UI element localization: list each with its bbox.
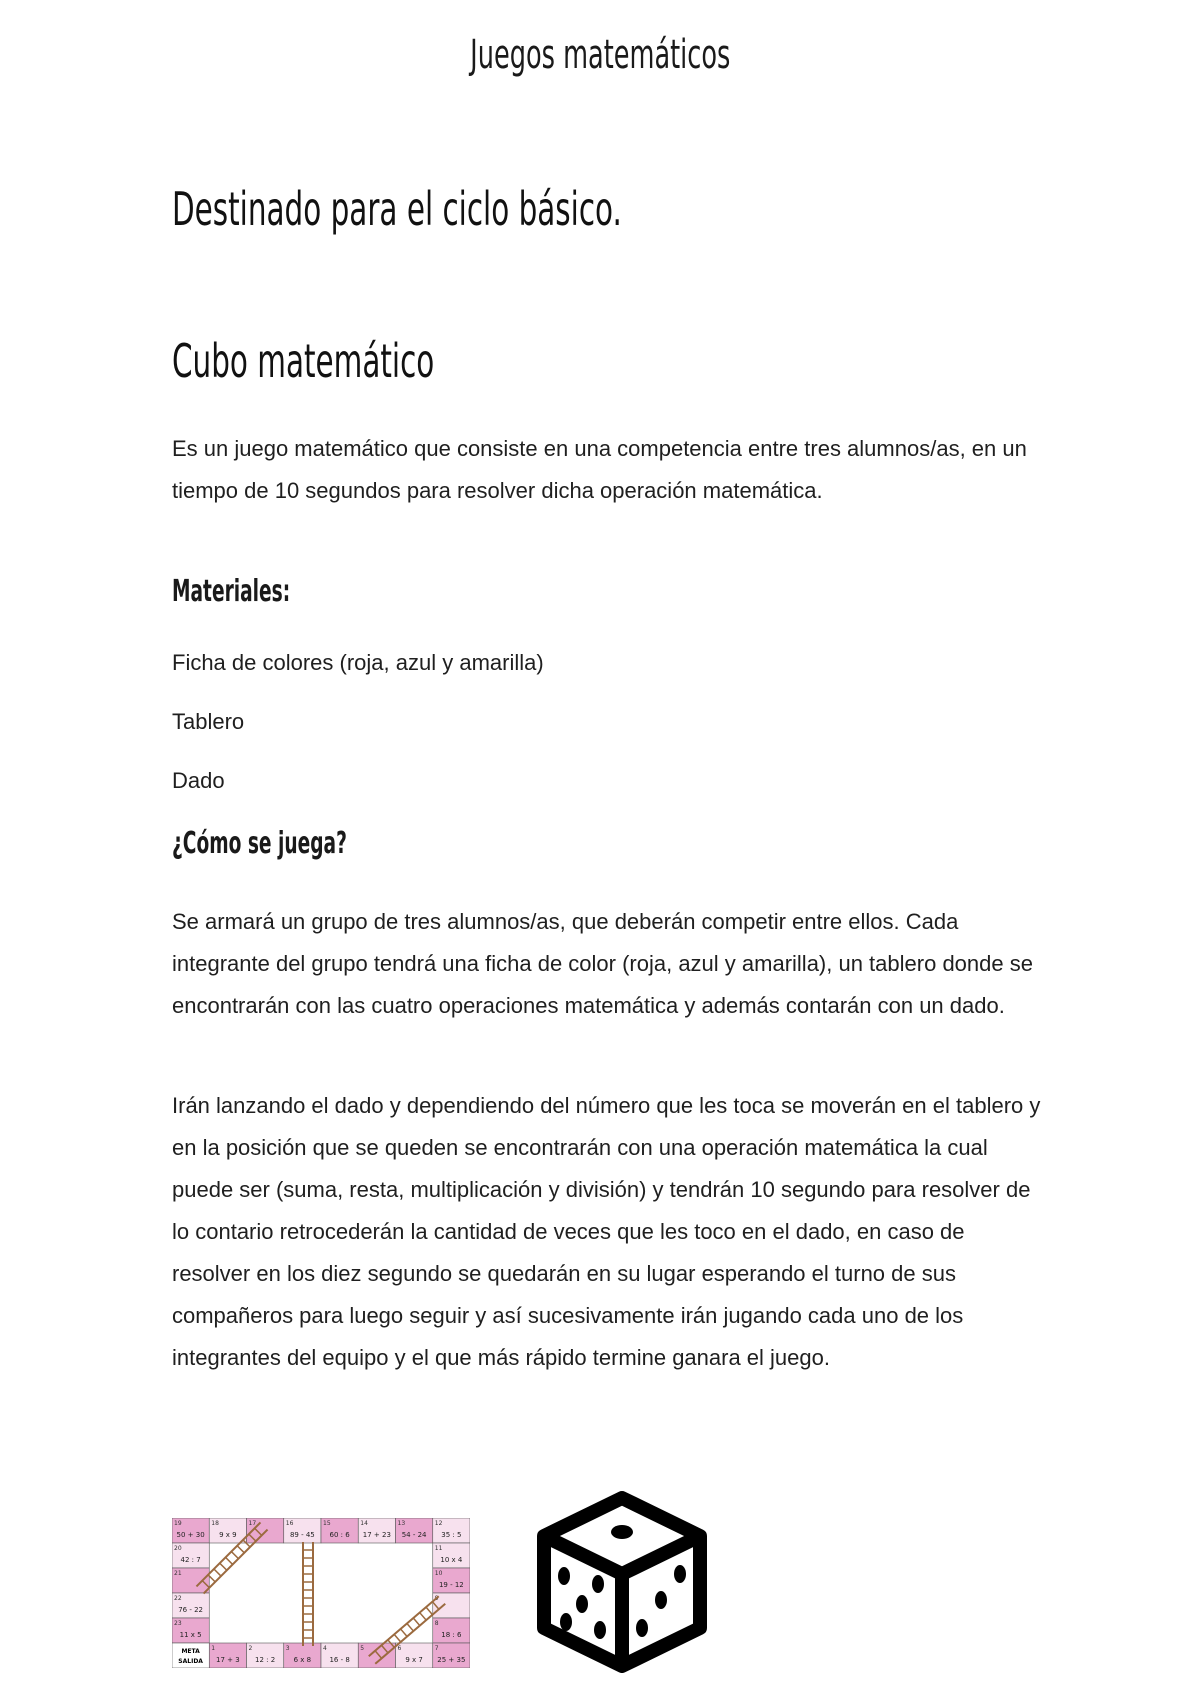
- dice-pip: [611, 1525, 633, 1539]
- board-cell-number: 17: [248, 1520, 257, 1527]
- board-salida-label: SALIDA: [178, 1658, 203, 1665]
- board-cell-number: 19: [174, 1520, 182, 1527]
- board-cell-number: 5: [360, 1645, 365, 1652]
- dice-pip: [576, 1595, 588, 1613]
- subtitle: Destinado para el ciclo básico.: [172, 182, 622, 236]
- board-cell-number: 3: [285, 1645, 290, 1652]
- board-cell-number: 1: [211, 1645, 216, 1652]
- board-cell-number: 11: [434, 1545, 443, 1552]
- board-cell-operation: 17 + 3: [216, 1656, 240, 1664]
- board-cell-operation: 54 - 24: [401, 1531, 427, 1539]
- board-cell-operation: 9 x 7: [405, 1656, 423, 1664]
- material-item: Tablero: [172, 709, 245, 734]
- material-item: Ficha de colores (roja, azul y amarilla): [172, 650, 544, 675]
- board-cell-number: 18: [211, 1520, 219, 1527]
- dice-pip: [674, 1565, 686, 1583]
- howto-heading: ¿Cómo se juega?: [172, 826, 347, 861]
- board-cell-number: 10: [434, 1570, 443, 1577]
- board-cell-number: 16: [285, 1520, 294, 1527]
- board-cell-number: 12: [434, 1520, 443, 1527]
- board-meta-label: META: [181, 1648, 200, 1655]
- dice-pip: [594, 1621, 606, 1639]
- board-cell-number: 14: [360, 1520, 368, 1527]
- board-cell-number: 6: [397, 1645, 402, 1652]
- intro-paragraph: Es un juego matemático que consiste en una competencia entre tres alumnos/as, en un tiempo de 10 segundos para resolver dicha operación matemática.: [172, 436, 1027, 503]
- board-cell-operation: 60 : 6: [329, 1531, 350, 1539]
- board-cell-operation: 25 + 35: [437, 1656, 466, 1664]
- board-cell-operation: 6 x 8: [293, 1656, 312, 1664]
- material-item: Dado: [172, 768, 225, 793]
- board-cell-number: 22: [174, 1595, 182, 1602]
- board-cell-operation: 16 - 8: [329, 1656, 350, 1664]
- section-title: Cubo matemático: [172, 334, 435, 388]
- dice-pip: [558, 1567, 570, 1585]
- dice-icon: [530, 1488, 715, 1673]
- board-cell-number: 23: [174, 1620, 182, 1627]
- board-cell-operation: 18 : 6: [441, 1631, 462, 1639]
- board-cell-operation: 10 x 4: [440, 1556, 463, 1564]
- howto-paragraph-2: Irán lanzando el dado y dependiendo del número que les toca se moverán en el tablero y en la posición que se queden se encontrarán con una operación matemática la cual puede ser (suma, resta, multiplicación y división) y tendrán 10 segundo para resolver de lo contario retrocederán la cantidad de veces que les toco en el dado, en caso de resolver en los diez segundo se quedarán en su lugar esperando el turno de sus compañeros para luego seguir y así sucesivamente irán jugando cada uno de los integrantes del equipo y el que más rápido termine ganara el juego.: [172, 1093, 1041, 1370]
- board-cell-operation: 76 - 22: [178, 1606, 204, 1614]
- board-cell-number: 8: [434, 1620, 439, 1627]
- dice-pip: [655, 1591, 667, 1609]
- materials-heading: Materiales:: [172, 574, 291, 609]
- howto-paragraph-1: Se armará un grupo de tres alumnos/as, que deberán competir entre ellos. Cada integrante del grupo tendrá una ficha de color (roja, azul y amarilla), un tablero donde se encontrarán con las cuatro operaciones matemática y además contarán con un dado.: [172, 909, 1033, 1018]
- board-cell-number: 15: [323, 1520, 331, 1527]
- board-cell-operation: 50 + 30: [176, 1531, 205, 1539]
- board-cell-operation: 89 - 45: [289, 1531, 315, 1539]
- board-cell-operation: 12 : 2: [255, 1656, 276, 1664]
- board-cell-number: 2: [248, 1645, 253, 1652]
- dice-pip: [592, 1575, 604, 1593]
- board-cell-number: 13: [397, 1520, 406, 1527]
- board-cell-operation: 17 + 23: [362, 1531, 391, 1539]
- board-cell-operation: 42 : 7: [180, 1556, 201, 1564]
- game-board-image: [172, 1518, 470, 1668]
- board-cell-operation: 11 x 5: [179, 1631, 202, 1639]
- board-cell-number: 4: [323, 1645, 327, 1652]
- dice-pip: [636, 1619, 648, 1637]
- document-title: Juegos matemáticos: [469, 32, 731, 78]
- board-cell-number: 20: [174, 1545, 182, 1552]
- board-cell-number: 21: [174, 1570, 182, 1577]
- board-cell-number: 7: [434, 1645, 439, 1652]
- board-cell-operation: 9 x 9: [219, 1531, 237, 1539]
- dice-pip: [560, 1613, 572, 1631]
- board-cell-operation: 19 - 12: [438, 1581, 464, 1589]
- board-cell-operation: 35 : 5: [441, 1531, 462, 1539]
